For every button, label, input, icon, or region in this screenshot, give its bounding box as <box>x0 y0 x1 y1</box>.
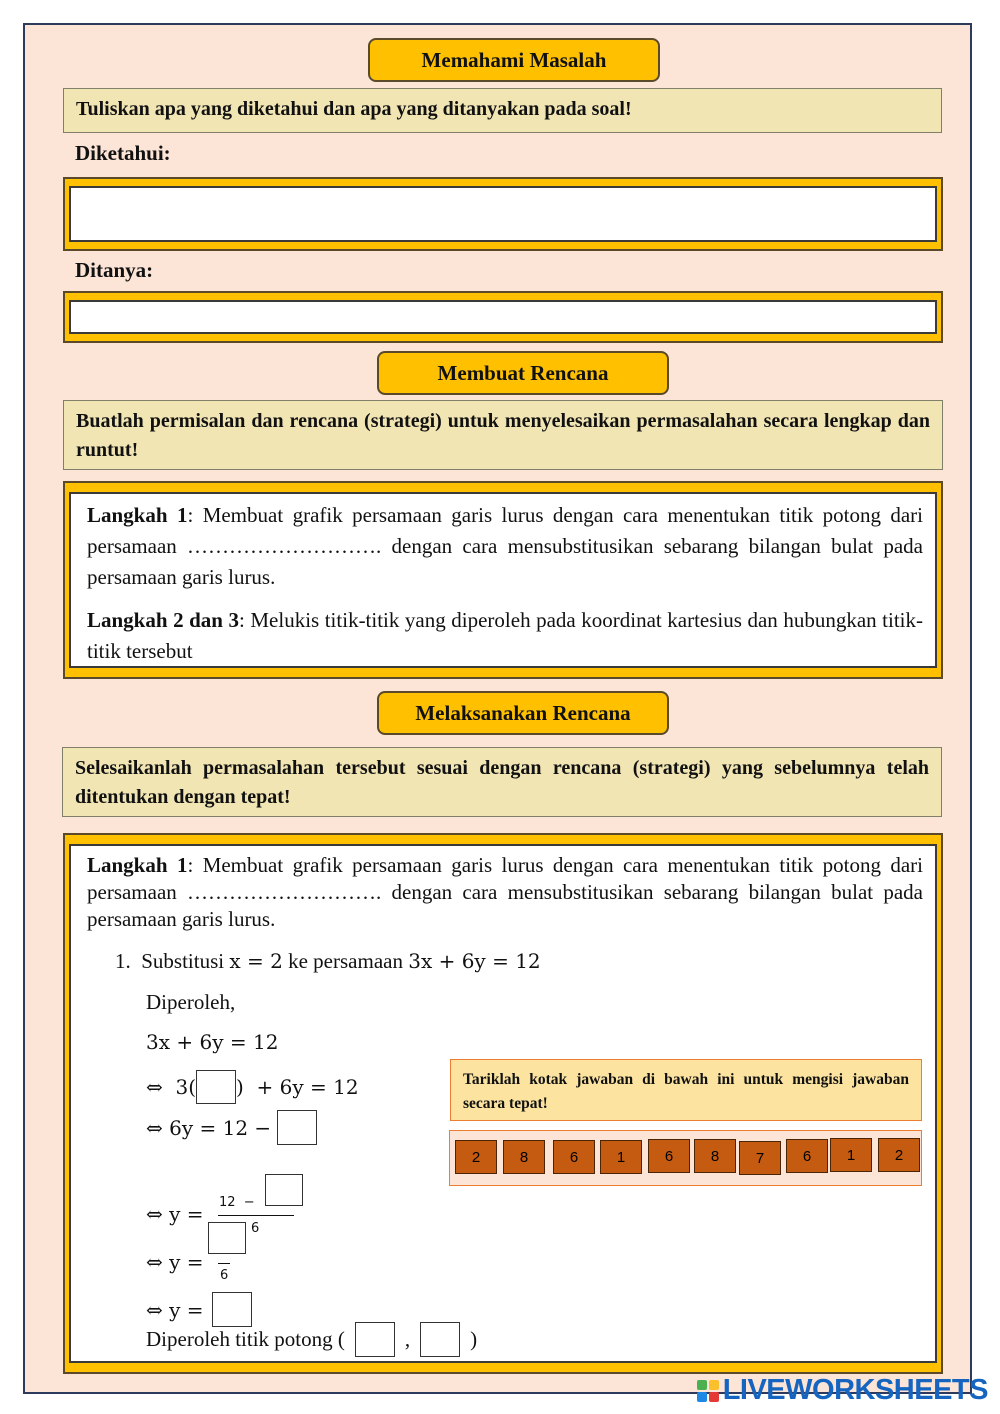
plan-step-2-3 <box>87 605 923 667</box>
answer-tile[interactable]: 1 <box>600 1140 642 1174</box>
plan-step-1-label: Langkah 1 <box>87 503 188 527</box>
answer-tile[interactable]: 1 <box>830 1138 872 1172</box>
answer-slot-numerator[interactable] <box>265 1174 303 1206</box>
answer-slot-point-y[interactable] <box>420 1322 460 1357</box>
eq5-fraction-bar <box>218 1263 230 1264</box>
instruction-execute: Selesaikanlah permasalahan tersebut sesuai dengan rencana (strategi) yang sebelumnya telah ditentukan dengan tepat! <box>62 747 942 817</box>
instruction-understand: Tuliskan apa yang diketahui dan apa yang ditanyakan pada soal! <box>63 88 942 133</box>
liveworksheets-logo-icon <box>697 1380 719 1402</box>
known-label: Diketahui: <box>75 141 171 165</box>
item-text-b: ke persamaan <box>288 949 403 973</box>
answer-tile[interactable]: 8 <box>503 1140 545 1174</box>
instruction-plan: Buatlah permisalan dan rencana (strategi) untuk menyelesaikan permasalahan secara lengkap dan runtut! <box>63 400 943 470</box>
eq2-suffix: ) + 6y = 12 <box>236 1075 359 1099</box>
execute-step-1-label: Langkah 1 <box>87 853 188 877</box>
section-title-understand: Memahami Masalah <box>368 38 660 82</box>
watermark-text: LIVEWORKSHEETS <box>722 1374 988 1406</box>
point-close: ) <box>470 1327 478 1351</box>
eq4-denominator: 6 <box>251 1221 260 1236</box>
answer-tile[interactable]: 2 <box>878 1138 920 1172</box>
plan-step-1-text: : Membuat grafik persamaan garis lurus dengan cara menentukan titik potong dari persamaan ………………………. dengan cara mensubstitusikan sebarang bilangan bulat pada persamaan garis lurus. <box>87 503 923 589</box>
intersection-point-line <box>146 1322 477 1357</box>
answer-tile[interactable]: 8 <box>694 1139 736 1173</box>
plan-step-2-3-label: Langkah 2 dan 3 <box>87 608 239 632</box>
worksheet-page <box>23 23 972 1394</box>
eq5-prefix: ⇔ y = <box>146 1250 204 1274</box>
substitution-line <box>115 946 541 977</box>
eq3-prefix: ⇔ 6y = 12 − <box>146 1115 272 1140</box>
item-text-a: Substitusi <box>141 949 225 973</box>
item-math-b: 3x + 6y = 12 <box>408 949 541 973</box>
liveworksheets-watermark <box>697 1374 988 1407</box>
drag-hint: Tariklah kotak jawaban di bawah ini untuk mengisi jawaban secara tepat! <box>450 1059 922 1121</box>
plan-steps-box <box>69 492 937 668</box>
eq2-prefix: ⇔ 3( <box>146 1075 196 1099</box>
equation-line-1: 3x + 6y = 12 <box>146 1030 279 1054</box>
answer-slot-point-x[interactable] <box>355 1322 395 1357</box>
item-number: 1. <box>115 949 131 973</box>
section-title-plan: Membuat Rencana <box>377 351 669 395</box>
answer-tile[interactable]: 6 <box>786 1139 828 1173</box>
asked-label: Ditanya: <box>75 258 154 282</box>
eq5-denominator: 6 <box>220 1268 229 1283</box>
plan-step-1 <box>87 500 923 593</box>
answer-tile[interactable]: 7 <box>739 1141 781 1175</box>
eq4-prefix: ⇔ y = <box>146 1202 204 1226</box>
eq6-prefix: ⇔ y = <box>146 1297 204 1322</box>
item-math-a: x = 2 <box>229 949 283 973</box>
equation-line-2 <box>146 1070 359 1104</box>
asked-answer-frame <box>63 291 943 343</box>
execute-step-1 <box>87 852 923 933</box>
answer-tile[interactable]: 6 <box>648 1139 690 1173</box>
eq4-numerator: 12 − <box>219 1195 255 1210</box>
execute-step-1-text: : Membuat grafik persamaan garis lurus dengan cara menentukan titik potong dari persamaan ………………………. dengan cara mensubstitusikan sebarang bilangan bulat pada persamaan garis lurus. <box>87 853 923 931</box>
answer-tile[interactable]: 6 <box>553 1140 595 1174</box>
eq4-fraction-bar <box>218 1215 294 1216</box>
point-comma: , <box>404 1327 411 1351</box>
section-title-execute: Melaksanakan Rencana <box>377 691 669 735</box>
asked-answer-input[interactable] <box>69 300 937 334</box>
known-answer-input[interactable] <box>69 186 937 242</box>
answer-tiles-bar <box>449 1130 922 1186</box>
plan-step-2-3-text: : Melukis titik-titik yang diperoleh pada koordinat kartesius dan hubungkan titik-titik tersebut <box>87 608 923 663</box>
obtained-label: Diperoleh, <box>146 990 236 1014</box>
known-answer-frame <box>63 177 943 251</box>
answer-slot-3x[interactable] <box>277 1110 317 1145</box>
equation-line-3 <box>146 1110 317 1145</box>
answer-slot-x-value[interactable] <box>196 1070 236 1104</box>
point-text: Diperoleh titik potong ( <box>146 1327 345 1351</box>
plan-steps-frame <box>63 481 943 679</box>
answer-slot-numerator-result[interactable] <box>208 1222 246 1254</box>
answer-tile[interactable]: 2 <box>455 1140 497 1174</box>
